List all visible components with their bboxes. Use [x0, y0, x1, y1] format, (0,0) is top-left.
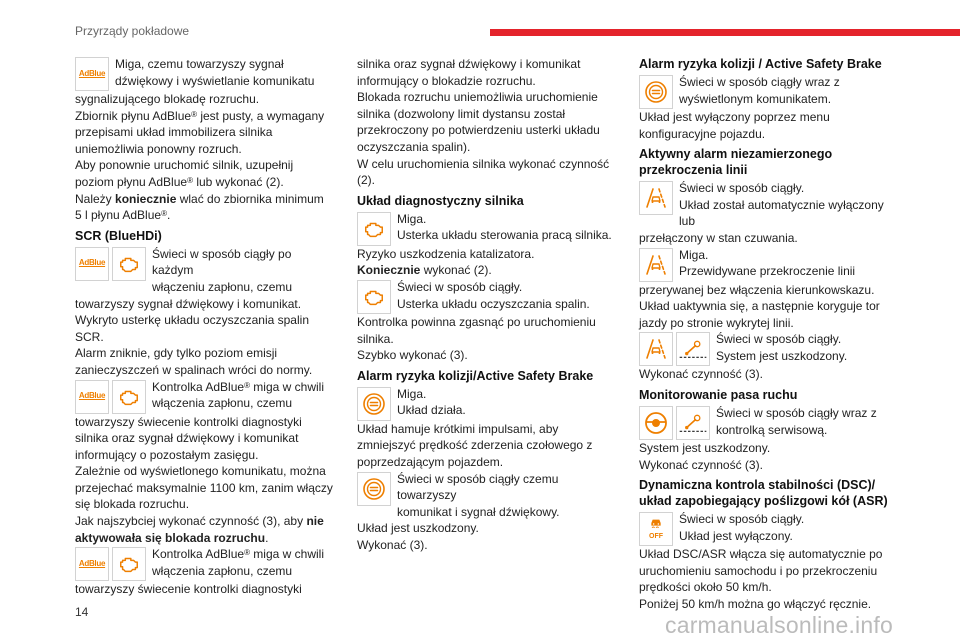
warning-collision-steady: Świeci w sposób ciągły czemu towarzyszy komunikat i sygnał dźwiękowy. — [357, 471, 617, 521]
section-heading-scr: SCR (BlueHDi) — [75, 228, 162, 243]
engine-icon — [357, 212, 391, 246]
section-heading-diagnostics: Układ diagnostyczny silnika — [357, 193, 524, 208]
warning-collision-off: Świeci w sposób ciągły wraz z wyświetlonym komunikatem. — [639, 74, 901, 109]
warning-adblue-lock: AdBlue Kontrolka AdBlue® miga w chwili włączenia zapłonu, czemu — [75, 546, 333, 581]
header-accent-bar — [490, 29, 960, 36]
warning-adblue-blink: AdBlue Miga, czemu towarzyszy sygnał dźwiękowy i wyświetlanie komunikatu — [75, 56, 333, 91]
text-paragraph: Należy koniecznie wlać do zbiornika minimum 5 l płynu AdBlue®. — [75, 191, 324, 223]
warning-scr-steady: AdBlue Świeci w sposób ciągły po każdym włączeniu zapłonu, czemu — [75, 246, 333, 296]
warning-engine-steady: Świeci w sposób ciągły. Usterka układu oczyszczania spalin. — [357, 279, 617, 314]
adblue-icon: AdBlue — [75, 57, 109, 91]
warning-engine-blink: Miga. Usterka układu sterowania pracą silnika. — [357, 211, 617, 246]
text-paragraph: Zbiornik płynu AdBlue® jest pusty, a wymagany przepisami układ immobilizera silnika uniemożliwia ponowny rozruch. — [75, 108, 325, 156]
section-heading-lane-monitoring: Monitorowanie pasa ruchu — [639, 387, 798, 402]
page-number: 14 — [75, 605, 89, 619]
service-wrench-icon — [676, 332, 710, 366]
column-1: AdBlue Miga, czemu towarzyszy sygnał dźwiękowy i wyświetlanie komunikatu sygnalizującego blokadę rozruchu. Zbiornik płynu AdBlue® jest pusty, a wymagany przepisami układ immobilizera silnika uniemożliwia ponowny rozruch. Aby ponownie uruchomić silnik, uzupełnij poziom płynu AdBlue® lub wykonać (2). Należy koniecznie wlać do zbiornika minimum 5 l płynu AdBlue®. SCR (BlueHDi) AdBlue Świeci w sposób ciągły po każdym włączeniu zapłonu, czemu towarzyszy sygnał dźwiękowy i komunikat. Wykryto usterkę układu oczyszczania spalin SCR. Alarm zniknie, gdy tylko poziom emisji zanieczyszczeń w spalinach wróci do normy. AdBlue Kontrolka AdBlue® miga w chwili włączenia zapłonu, czemu towarzyszy świecenie kontrolki diagnostyki silnika oraz sygnał dźwiękowy i komunikat informujący o pozostałym zasięgu. Zależnie od wyświetlonego komunikatu, można przejechać maksymalnie 1100 km, zanim włączy się blokada rozruchu. Jak najszybciej wykonać czynność (3), aby nie aktywowała się blokada rozruchu. AdBlue Kontrolka AdBlue® miga w chwili włączenia zapłonu, czemu towarzyszy świecenie kontrolki diagnostyki — [75, 57, 333, 597]
collision-icon — [357, 387, 391, 421]
column-2: silnika oraz sygnał dźwiękowy i komunikat informujący o blokadzie rozruchu. Blokada rozruchu uniemożliwia uruchomienie silnika (dozwolony limit dystansu został przekroczony po potwierdzeniu usterki układu oczyszczania spalin). W celu uruchomienia silnika wykonać czynność (2). Układ diagnostyczny silnika Miga. Usterka układu sterowania pracą silnika. Ryzyko uszkodzenia katalizatora. Koniecznie wykonać (2). Świeci w sposób ciągły. Usterka układu oczyszczania spalin. Kontrolka powinna zgasnąć po uruchomieniu silnika. Szybko wykonać (3). Alarm ryzyka kolizji/Active Safety Brake Miga. Układ działa. Układ hamuje krótkimi impulsami, aby zmniejszyć prędkość zderzenia czołowego z poprzedzającym pojazdem. Świeci w sposób ciągły czemu towarzyszy komunikat i sygnał dźwiękowy. Układ jest uszkodzony. Wykonać (3). — [357, 56, 617, 553]
engine-icon — [112, 247, 146, 281]
warning-adblue-range: AdBlue Kontrolka AdBlue® miga w chwili włączenia zapłonu, czemu — [75, 379, 333, 414]
section-heading-dsc: Dynamiczna kontrola stabilności (DSC)/ układ zapobiegający poślizgowi kół (ASR) — [639, 478, 888, 509]
collision-icon — [357, 472, 391, 506]
lane-departure-icon — [639, 181, 673, 215]
page-header-title: Przyrządy pokładowe — [75, 24, 190, 38]
service-wrench-icon — [676, 406, 710, 440]
column-3: Alarm ryzyka kolizji / Active Safety Brake Świeci w sposób ciągły wraz z wyświetlonym komunikatem. Układ jest wyłączony poprzez menu konfiguracyjne pojazdu. Aktywny alarm niezamierzonego przekroczenia linii Świeci w sposób ciągły. Układ został automatycznie wyłączony lub przełączony w stan czuwania. Miga. Przewidywane przekroczenie linii przerywanej bez włączenia kierunkowskazu. Układ uaktywnia się, a następnie koryguje tor jazdy po stronie wykrytej linii. Świeci w sposób ciągły. System jest uszkodzony. Wykonać czynność (3). Monitorowanie pasa ruchu Świeci w sposób ciągły wraz z kontrolką serwisową. System jest uszkodzony. Wykonać czynność (3). Dynamiczna kontrola stabilności (DSC)/ układ zapobiegający poślizgowi kół (ASR) OFF Świeci w sposób ciągły. Układ jest wyłączony. Układ DSC/ASR włącza się automatycznie po uruchomieniu samochodu i po przekroczeniu prędkości około 50 km/h. Poniżej 50 km/h można go włączyć ręcznie. — [639, 56, 901, 613]
engine-icon — [112, 380, 146, 414]
section-heading-collision-alarm: Alarm ryzyka kolizji / Active Safety Brake — [639, 57, 882, 71]
adblue-icon: AdBlue — [75, 380, 109, 414]
watermark: carmanualsonline.info — [665, 612, 893, 638]
warning-collision-blink: Miga. Układ działa. — [357, 386, 617, 421]
warning-lane-monitoring: Świeci w sposób ciągły wraz z kontrolką serwisową. — [639, 405, 901, 440]
adblue-icon: AdBlue — [75, 547, 109, 581]
engine-icon — [112, 547, 146, 581]
engine-icon — [357, 280, 391, 314]
warning-dsc-off: OFF Świeci w sposób ciągły. Układ jest wyłączony. — [639, 511, 901, 546]
warning-lane-fault: Świeci w sposób ciągły. System jest uszkodzony. — [639, 331, 901, 366]
dsc-off-icon: OFF — [639, 512, 673, 546]
section-heading-lane-alarm: Aktywny alarm niezamierzonego przekroczenia linii — [639, 147, 833, 178]
warning-lane-steady: Świeci w sposób ciągły. Układ został automatycznie wyłączony lub — [639, 180, 901, 230]
collision-icon — [639, 75, 673, 109]
adblue-icon: AdBlue — [75, 247, 109, 281]
steering-wheel-icon — [639, 406, 673, 440]
section-heading-collision-alarm: Alarm ryzyka kolizji/Active Safety Brake — [357, 368, 594, 383]
warning-lane-blink: Miga. Przewidywane przekroczenie linii — [639, 247, 901, 282]
text-paragraph: Aby ponownie uruchomić silnik, uzupełnij poziom płynu AdBlue® lub wykonać (2). — [75, 158, 294, 189]
lane-departure-icon — [639, 248, 673, 282]
lane-departure-icon — [639, 332, 673, 366]
